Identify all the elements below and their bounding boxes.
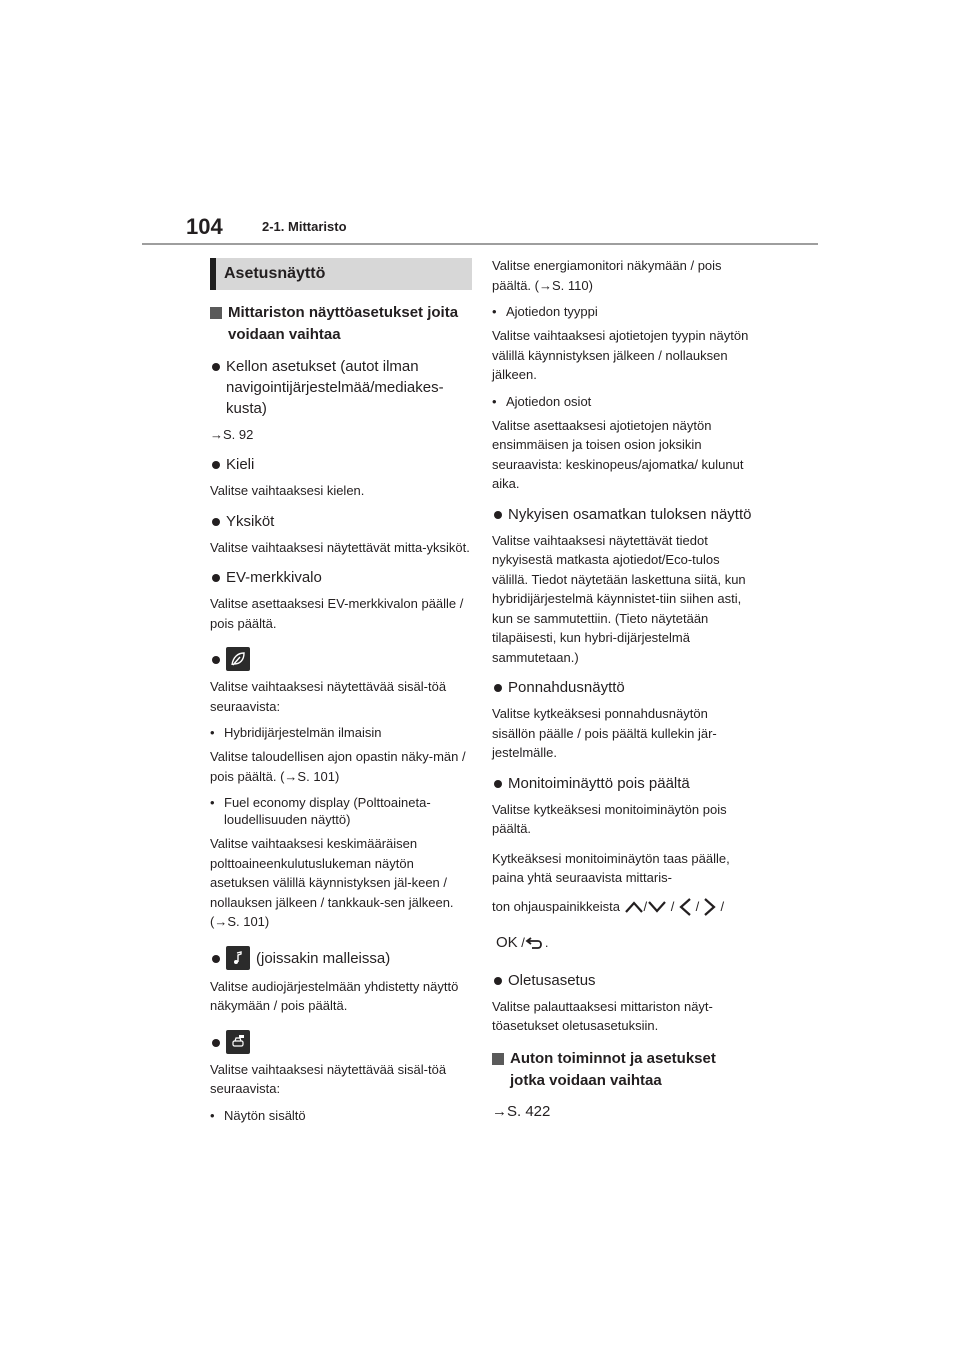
item-ev-text: Valitse asettaaksesi EV-merkkivalon päälle / pois päältä. <box>210 596 464 631</box>
square-bullet-icon <box>492 1053 504 1065</box>
chevron-up-icon <box>624 900 644 914</box>
sub-item-fuel-label: Fuel economy display (Polttoaineta-loudellisuuden näyttö) <box>224 795 431 827</box>
sub-item-trip-parts-label: Ajotiedon osiot <box>506 393 592 409</box>
page-reference: →S. 92 <box>210 427 254 442</box>
control-buttons-line: ton ohjauspainikkeista / / / / <box>492 896 754 918</box>
sub-bullet-icon: • <box>210 1107 215 1123</box>
item-clock-label: Kellon asetukset (autot ilman navigointijärjestelmää/mediakes-kusta) <box>226 358 444 417</box>
sub-item-fuel-text: Valitse vaihtaaksesi keskimääräisen polttoaineenkulutuslukeman näytön asetuksen välillä käynnistyksen jäl-keen / nollauksen jälkeen / tankkauk-sen jälkeen. (→S. 101) <box>210 836 454 929</box>
bullet-dot-icon <box>494 511 502 519</box>
subsection-heading <box>210 302 472 346</box>
sub-bullet-icon: • <box>210 795 215 810</box>
eco-leaf-icon <box>226 647 250 671</box>
sub-item-hybrid <box>210 724 472 741</box>
sub-item-hybrid-label: Hybridijärjestelmän ilmaisin <box>224 725 382 740</box>
sub-item-trip-parts-text: Valitse asettaaksesi ajotietojen näytön ensimmäisen ja toisen osion joksikin seuraavista: keskinopeus/ajomatka/ kulunut aika. <box>492 417 744 491</box>
item-clock <box>210 356 472 419</box>
bullet-dot-icon <box>494 684 502 692</box>
item-ev <box>210 567 472 588</box>
chevron-right-icon <box>703 897 717 917</box>
subsection-heading-2 <box>492 1048 754 1092</box>
sub-item-trip-type <box>492 303 754 320</box>
item-popup-label: Ponnahdusnäyttö <box>508 679 625 696</box>
bullet-dot-icon <box>212 955 220 963</box>
sub-bullet-icon: • <box>210 725 215 740</box>
chevron-down-icon <box>647 900 667 914</box>
item-audio <box>210 946 472 971</box>
ok-back-line: OK / . <box>496 933 549 951</box>
item-default <box>492 970 754 991</box>
bullet-dot-icon <box>212 461 220 469</box>
item-popup <box>492 677 754 698</box>
ok-button-glyph: OK <box>496 933 518 951</box>
drive-info-icon <box>226 1030 250 1054</box>
subsection-heading-text: Mittariston näyttöasetukset joita voidaan vaihtaa <box>228 304 459 343</box>
header-rule <box>142 243 818 245</box>
item-current-trip <box>492 504 754 525</box>
bullet-dot-icon <box>494 977 502 985</box>
item-popup-text: Valitse kytkeäksesi ponnahdusnäytön sisällön päälle / pois päältä kullekin jär-jestelmälle. <box>492 706 717 760</box>
sub-item-hybrid-text: Valitse taloudellisen ajon opastin näky-män / pois päältä. (→S. 101) <box>210 749 466 784</box>
item-monitor-off <box>492 773 754 794</box>
item-ev-label: EV-merkkivalo <box>226 569 322 586</box>
item-audio-label: (joissakin malleissa) <box>256 949 391 967</box>
item-units-label: Yksiköt <box>226 512 275 530</box>
item-eco-text: Valitse vaihtaaksesi näytettävää sisäl-töä seuraavista: <box>210 679 447 714</box>
section-title: Asetusnäyttö <box>210 258 472 290</box>
subsection-heading-2-text: Auton toiminnot ja asetukset jotka voidaan vaihtaa <box>510 1049 716 1089</box>
sub-item-trip-type-label: Ajotiedon tyyppi <box>506 304 598 319</box>
sub-bullet-icon: • <box>492 393 497 409</box>
left-column <box>210 258 472 1124</box>
item-current-trip-text: Valitse vaihtaaksesi näytettävät tiedot nykyisestä matkasta ajotiedot/Eco-tulos välillä. Tiedot näytetään laskettuna siitä, kun hybridijärjestelmä käynnistet-tiin siihen asti, kun se sammutettiin. (Tieto näytetään tilapäisesti, kun hybri-dijärjestelmä sammutetaan.) <box>492 532 746 665</box>
sub-bullet-icon: • <box>492 304 497 319</box>
item-audio-text: Valitse audiojärjestelmään yhdistetty näyttö näkymään / pois päältä. <box>210 978 459 1013</box>
item-language-label: Kieli <box>226 456 255 473</box>
square-bullet-icon <box>210 307 222 319</box>
item-current-trip-label: Nykyisen osamatkan tuloksen näyttö <box>508 505 752 523</box>
page-number: 104 <box>186 214 223 239</box>
sub-item-content-label: Näytön sisältö <box>224 1107 306 1123</box>
item-monitor-off-text: Valitse kytkeäksesi monitoiminäytön pois päältä. <box>492 801 727 836</box>
bullet-dot-icon <box>212 656 220 664</box>
chevron-left-icon <box>678 897 692 917</box>
item-default-label: Oletusasetus <box>508 971 596 989</box>
item-language <box>210 454 472 475</box>
item-monitor-on-text: Kytkeäksesi monitoiminäytön taas päälle, paina yhtä seuraavista mittaris- <box>492 850 730 885</box>
bullet-dot-icon <box>212 363 220 371</box>
item-drive-info <box>210 1030 472 1054</box>
right-column <box>492 258 754 1121</box>
item-eco <box>210 647 472 671</box>
page-reference: →S. 422 <box>492 1102 551 1120</box>
bullet-dot-icon <box>212 574 220 582</box>
chapter-title: 2-1. Mittaristo <box>262 219 347 234</box>
bullet-dot-icon <box>494 780 502 788</box>
energy-monitor-text: Valitse energiamonitori näkymään / pois päältä. (→S. 110) <box>492 258 722 293</box>
sub-item-trip-parts <box>492 393 754 410</box>
item-drive-info-text: Valitse vaihtaaksesi näytettävää sisäl-töä seuraavista: <box>210 1061 447 1096</box>
back-arrow-icon <box>525 936 545 950</box>
sub-item-trip-type-text: Valitse vaihtaaksesi ajotietojen tyypin näytön välillä käynnistyksen jälkeen / nollauksen jälkeen. <box>492 328 749 382</box>
item-default-text: Valitse palauttaaksesi mittariston näyt-töasetukset oletusasetuksiin. <box>492 998 713 1033</box>
control-buttons-text: ton ohjauspainikkeista <box>492 898 620 914</box>
item-units <box>210 511 472 532</box>
item-language-text: Valitse vaihtaaksesi kielen. <box>210 483 365 498</box>
bullet-dot-icon <box>212 1039 220 1047</box>
music-note-icon <box>226 946 250 970</box>
item-monitor-off-label: Monitoiminäyttö pois päältä <box>508 774 690 792</box>
sub-item-fuel <box>210 794 472 828</box>
bullet-dot-icon <box>212 518 220 526</box>
item-units-text: Valitse vaihtaaksesi näytettävät mitta-yksiköt. <box>210 539 470 555</box>
sub-item-content <box>210 1107 472 1124</box>
